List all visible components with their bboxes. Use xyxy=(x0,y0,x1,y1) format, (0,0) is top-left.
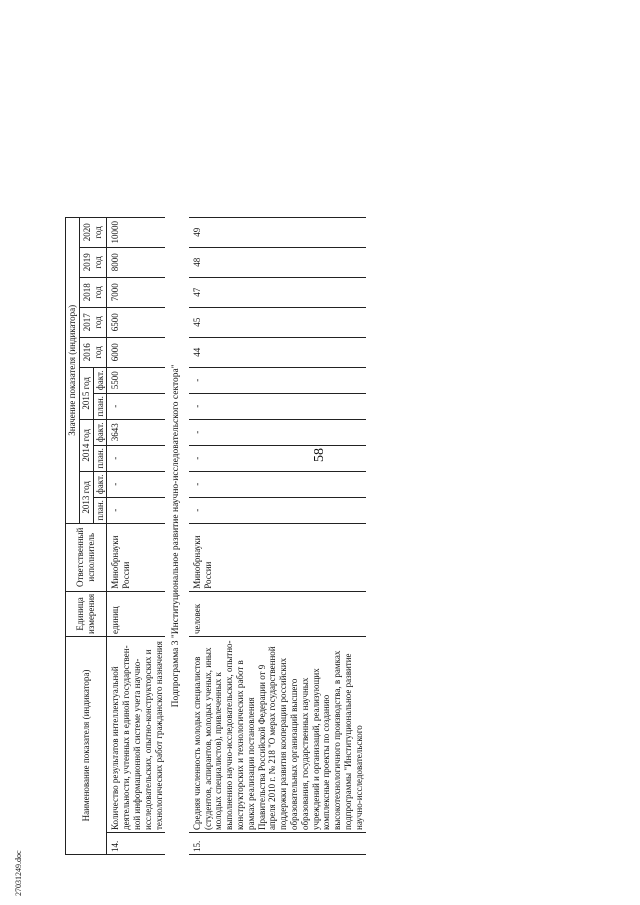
header-2018: 2018 год xyxy=(79,277,107,307)
value-2014-fact: - xyxy=(189,419,366,445)
header-responsible: Ответственный исполнитель xyxy=(66,523,107,591)
header-plan: план. xyxy=(93,393,107,419)
header-plan: план. xyxy=(93,497,107,523)
indicator-name: Количество результатов интеллектуальной деятельности, учтенных в единой государствен-ной информационной системе учета научно-исследовательских, опытно-конструкторских и технологических работ гражданского назначения xyxy=(107,637,165,833)
row-number: 15. xyxy=(189,833,366,855)
value-2020: 49 xyxy=(189,217,366,247)
value-2018: 47 xyxy=(189,277,366,307)
page-number: 58 xyxy=(312,448,327,462)
responsible: Минобрнауки России xyxy=(107,523,165,591)
header-2013: 2013 год xyxy=(79,471,93,523)
header-2016: 2016 год xyxy=(79,337,107,367)
header-2015: 2015 год xyxy=(79,367,93,419)
footer-file-name: 27031249.doc xyxy=(14,850,23,896)
header-unit: Единица измерения xyxy=(66,591,107,636)
header-2020: 2020 год xyxy=(79,217,107,247)
value-2017: 45 xyxy=(189,307,366,337)
value-2019: 48 xyxy=(189,247,366,277)
value-2013-plan: - xyxy=(107,497,165,523)
unit: единиц xyxy=(107,591,165,636)
value-2014-plan: - xyxy=(107,445,165,471)
subprogram-title: Подпрограмма 3 "Институциональное развитие научно-исследовательского сектора" xyxy=(171,364,182,708)
value-2015-plan: - xyxy=(107,393,165,419)
indicator-table xyxy=(65,217,366,855)
table-row xyxy=(189,217,366,854)
value-2016: 6000 xyxy=(107,337,165,367)
subprogram-row xyxy=(165,217,188,854)
value-2019: 8000 xyxy=(107,247,165,277)
unit: человек xyxy=(189,591,366,636)
header-fact: факт. xyxy=(93,471,107,497)
responsible: Минобрнауки России xyxy=(189,523,366,591)
value-2014-fact: 3643 xyxy=(107,419,165,445)
value-2014-plan: - xyxy=(189,445,366,471)
header-2019: 2019 год xyxy=(79,247,107,277)
header-fact: факт. xyxy=(93,419,107,445)
value-2015-fact: - xyxy=(189,367,366,393)
indicator-name: Средняя численность молодых специалистов (студентов, аспирантов, молодых ученых, иных молодых специалистов), привлеченных к выполнению научно-исследовательских, опытно-конструкторских и технологических работ в рамках реализации постановления Правительства Российской Федерации от 9 апреля 2010 г. № 218 "О мерах государственной поддержки развития кооперации российских образовательных организаций высшего образования, государственных научных учреждений и организаций, реализующих комплексные проекты по созданию высокотехнологичного производства, в рамках подпрограммы "Институциональное развитие научно-исследовательского xyxy=(189,637,366,833)
value-2018: 7000 xyxy=(107,277,165,307)
row-number: 14. xyxy=(107,833,165,855)
value-2016: 44 xyxy=(189,337,366,367)
value-2015-fact: 5500 xyxy=(107,367,165,393)
table-row xyxy=(107,217,165,854)
value-2013-plan: - xyxy=(189,497,366,523)
value-2013-fact: - xyxy=(189,471,366,497)
header-name: Наименование показателя (индикатора) xyxy=(66,637,107,855)
header-plan: план. xyxy=(93,445,107,471)
value-2013-fact: - xyxy=(107,471,165,497)
value-2020: 10000 xyxy=(107,217,165,247)
header-values-group: Значение показателя (индикатора) xyxy=(66,217,80,523)
header-fact: факт. xyxy=(93,367,107,393)
header-2017: 2017 год xyxy=(79,307,107,337)
value-2015-plan: - xyxy=(189,393,366,419)
rotated-sheet xyxy=(65,35,625,855)
header-2014: 2014 год xyxy=(79,419,93,471)
value-2017: 6500 xyxy=(107,307,165,337)
